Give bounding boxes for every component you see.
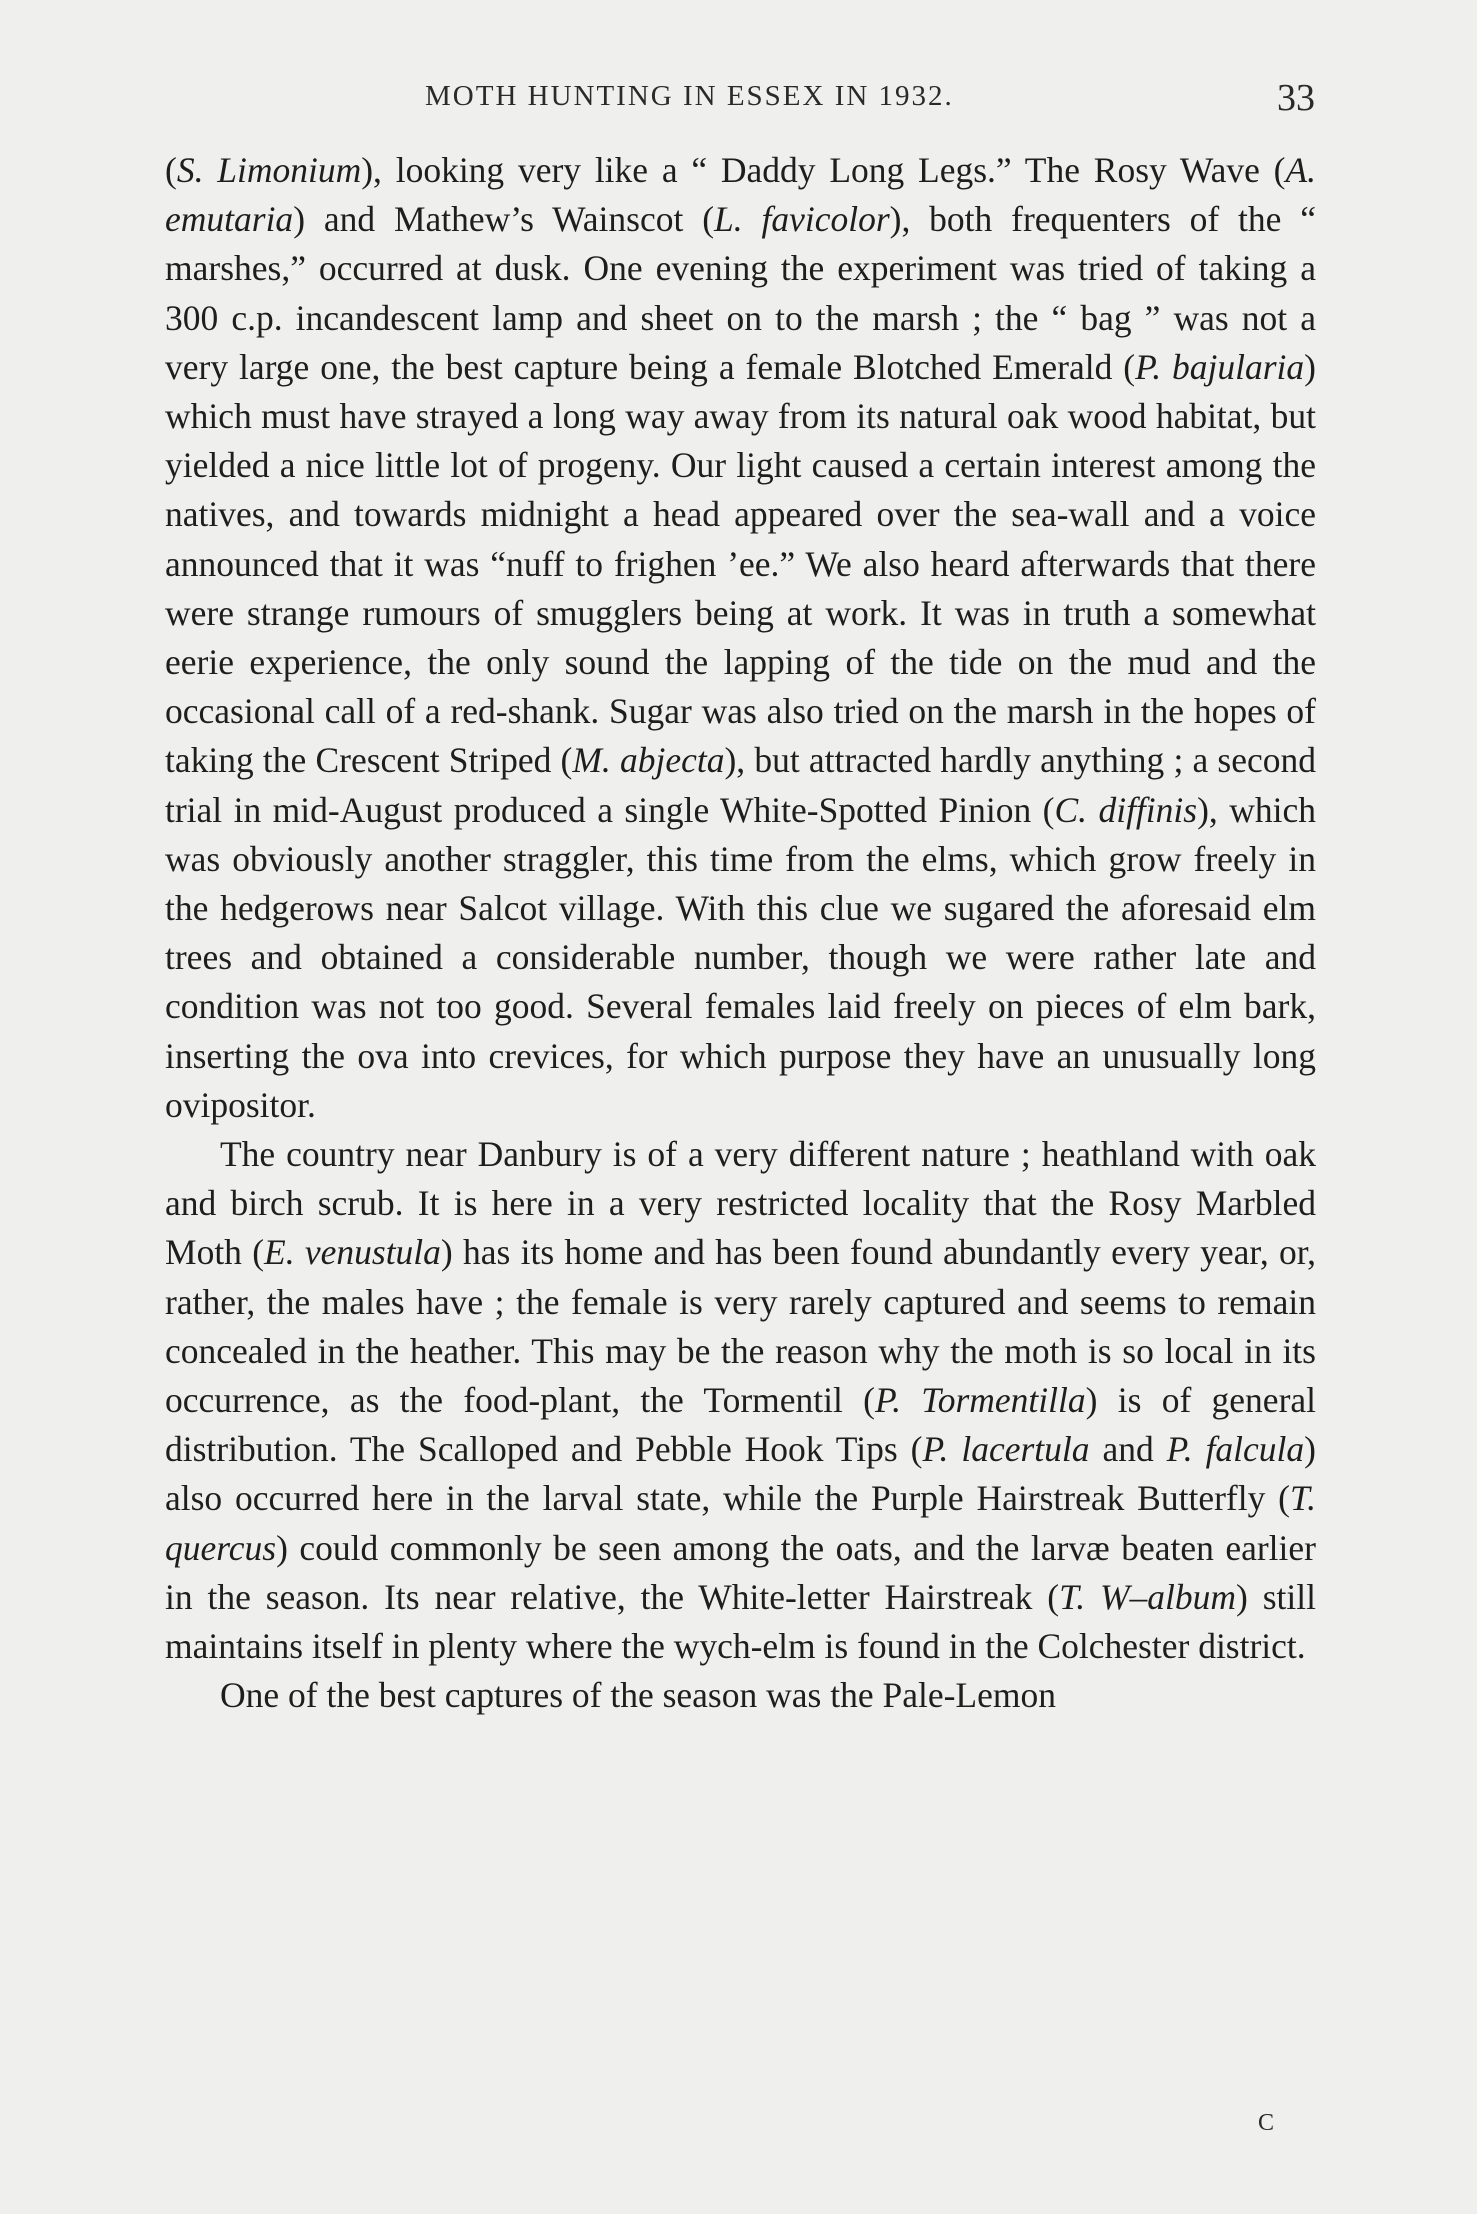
species-name: P. falcula — [1166, 1429, 1305, 1470]
text-run: and — [1089, 1429, 1167, 1470]
species-name: P. lacertula — [922, 1429, 1090, 1470]
text-run: ) has its home and has been found abundantly every year, or, rather, the males have ; the female is very rarely captured and seems to remain concealed in the heather. This may be the reason why the moth is so local in its occurrence, as the food-plant, the Tormentil ( — [165, 1232, 1317, 1421]
text-run: One of the best captures of the season was the Pale-Lemon — [220, 1675, 1056, 1716]
text-run: ) still maintains itself in plenty where the wych-elm is found in the Colchester district. — [165, 1576, 1316, 1667]
running-title: MOTH HUNTING IN ESSEX IN 1932. — [425, 80, 954, 112]
paragraph — [165, 146, 1316, 1130]
species-name: T. W–album — [1059, 1576, 1237, 1617]
text-run: ( — [165, 150, 177, 190]
species-name: C. diffinis — [1054, 789, 1198, 830]
running-head — [165, 76, 1315, 126]
signature-mark: C — [1258, 2110, 1276, 2136]
text-run: ) also occurred here in the larval state, while the Purple Hairstreak Butterfly ( — [165, 1429, 1316, 1519]
text-run: ), looking very like a “ Daddy Long Legs.” The Rosy Wave ( — [361, 150, 1286, 190]
text-run: ) and Mathew’s Wainscot ( — [293, 199, 715, 240]
species-name: P. Tormentilla — [874, 1380, 1086, 1421]
paragraph — [165, 1671, 1316, 1720]
text-run: ), but attracted hardly anything ; a second trial in mid-August produced a single White-Spotted Pinion ( — [165, 740, 1316, 830]
text-run: ), both frequenters of the “ marshes,” occurred at dusk. One evening the experiment was tried of taking a 300 c.p. incandescent lamp and sheet on to the marsh ; the “ bag ” was not a very large one, the best capture being a female Blotched Emerald ( — [165, 199, 1316, 387]
species-name: M. abjecta — [572, 740, 725, 781]
species-name: A. emutaria — [165, 150, 1316, 240]
species-name: E. venustula — [264, 1232, 441, 1273]
species-name: S. Limonium — [176, 150, 362, 190]
text-run: ) is of general distribution. The Scalloped and Pebble Hook Tips ( — [165, 1380, 1317, 1470]
text-run: ) could commonly be seen among the oats, and the larvæ beaten earlier in the season. Its near relative, the White-letter Hairstreak ( — [165, 1527, 1316, 1617]
body-text — [165, 146, 1316, 1721]
text-run: ) which must have strayed a long way away from its natural oak wood habitat, but yielded a nice little lot of progeny. Our light caused a certain interest among the natives, and towards midnight a head appeared over the sea-wall and a voice announced that it was “nuff to frighen ’ee.” We also heard afterwards that there were strange rumours of smugglers being at work. It was in truth a somewhat eerie experience, the only sound the lapping of the tide on the mud and the occasional call of a red-shank. Sugar was also tried on the marsh in the hopes of taking the Crescent Striped ( — [165, 346, 1316, 781]
paragraph — [165, 1130, 1316, 1671]
species-name: T. quercus — [165, 1478, 1316, 1568]
species-name: L. favicolor — [714, 199, 890, 240]
text-run: The country near Danbury is of a very different nature ; heathland with oak and birch scrub. It is here in a very restricted locality that the Rosy Marbled Moth ( — [165, 1134, 1316, 1273]
text-run: ), which was obviously another straggler, this time from the elms, which grow freely in the hedgerows near Salcot village. With this clue we sugared the aforesaid elm trees and obtained a considerable number, though we were rather late and condition was not too good. Several females laid freely on pieces of elm bark, inserting the ova into crevices, for which purpose they have an unusually long ovipositor. — [165, 789, 1316, 1125]
page-number: 33 — [1277, 77, 1315, 119]
species-name: P. bajularia — [1135, 346, 1305, 387]
